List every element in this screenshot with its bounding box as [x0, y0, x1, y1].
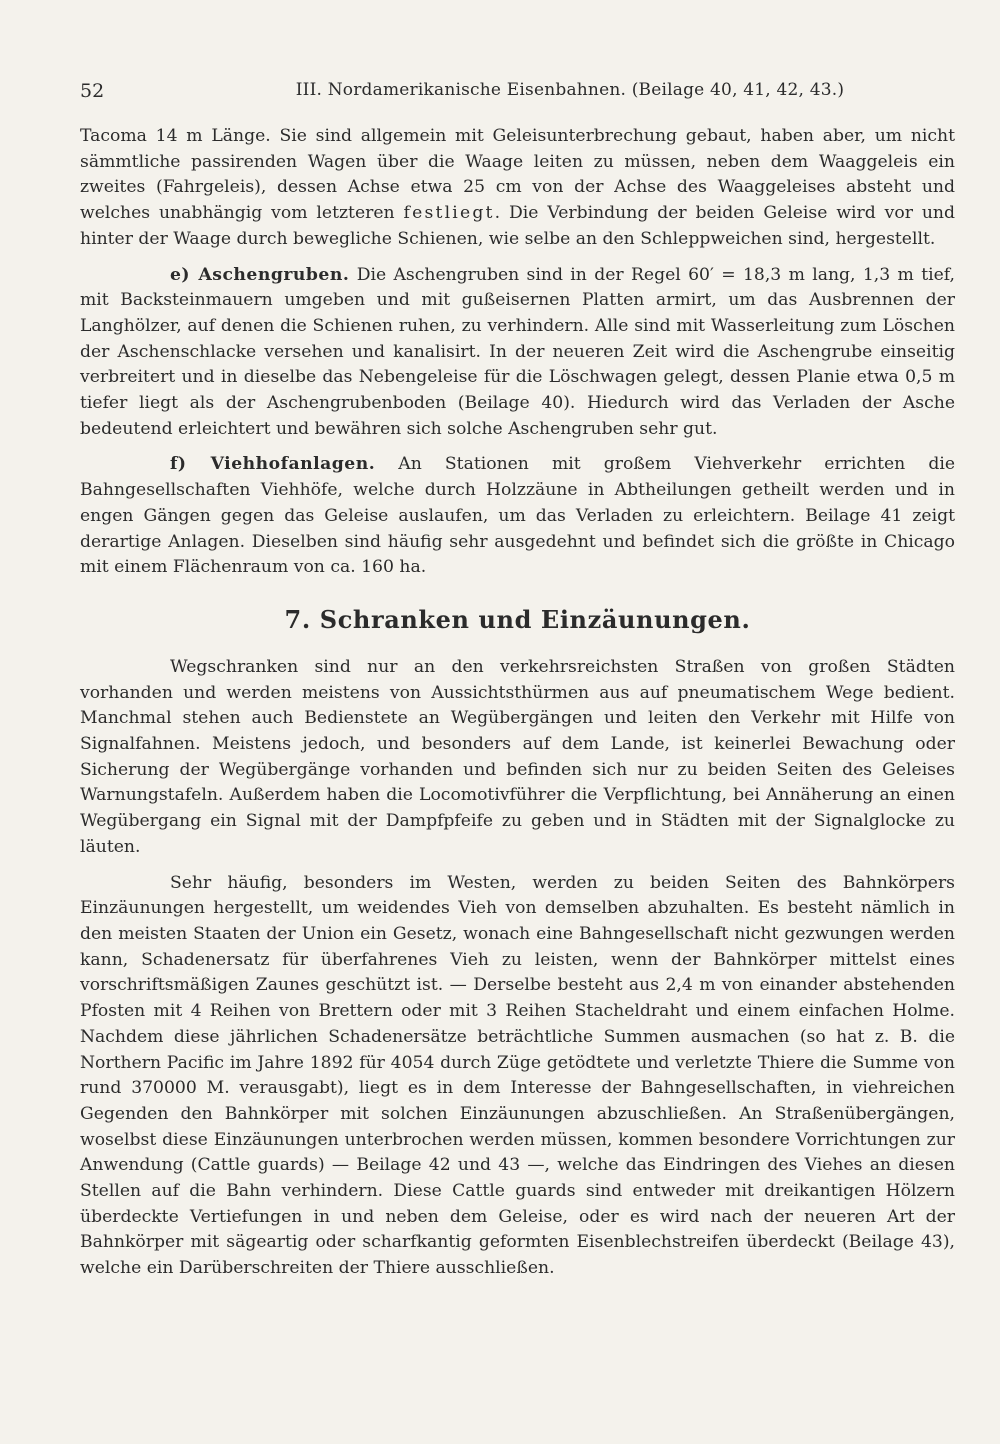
item-heading-aschengruben: e) Aschengruben. [170, 264, 350, 285]
item-viehhofanlagen [80, 452, 955, 581]
running-head: III. Nordamerikanische Eisenbahnen. (Beilage 40, 41, 42, 43.) [295, 80, 845, 100]
continuation-paragraph [80, 124, 955, 253]
section-paragraph-2: Sehr häufig, besonders im Westen, werden zu beiden Seiten des Bahnkörpers Einzäunungen hergestellt, um weidendes Vieh von demselben abzuhalten. Es besteht nämlich in den meisten Staaten der Union ein Gesetz, wonach eine Bahngesellschaft nicht gezwungen werden kann, Schadenersatz für überfahrenes Vieh zu leisten, wenn der Bahnkörper mittelst eines vorschriftsmäßigen Zaunes geschützt ist. — Derselbe besteht aus 2,4 m von einander abstehenden Pfosten mit 4 Reihen von Brettern oder mit 3 Reihen Stacheldraht und einem einfachen Holme. Nachdem diese jährlichen Schadenersätze beträchtliche Summen ausmachen (so hat z. B. die Northern Pacific im Jahre 1892 für 4054 durch Züge getödtete und verletzte Thiere die Summe von rund 370000 M. verausgabt), liegt es in dem Interesse der Bahngesellschaften, in viehreichen Gegenden den Bahnkörper mit solchen Einzäunungen abzuschließen. An Straßenübergängen, woselbst diese Einzäunungen unterbrochen werden müssen, kommen besondere Vorrichtungen zur Anwendung (Cattle guards) — Beilage 42 und 43 —, welche das Eindringen des Viehes an diesen Stellen auf die Bahn verhindern. Diese Cattle guards sind entweder mit dreikantigen Hölzern überdeckte Vertiefungen in und neben dem Geleise, oder es wird nach der neueren Art der Bahnkörper mit sägeartig oder scharfkantig geformten Eisenblechstreifen überdeckt (Beilage 43), welche ein Darüberschreiten der Thiere ausschließen. [80, 872, 955, 1279]
section-heading: 7. Schranken und Einzäunungen. [284, 604, 751, 634]
continuation-text-end: . Die Verbindung der beiden Geleise wird vor und hinter der Waage durch bewegliche Schienen, wie selbe an den Schleppweichen sind, hergestellt. [80, 203, 955, 249]
section-paragraph-1: Wegschranken sind nur an den verkehrsreichsten Straßen von großen Städten vorhanden und werden meistens von Aussichtsthürmen aus auf pneumatischem Wege bedient. Manchmal stehen auch Bedienstete an Wegübergängen und leiten den Verkehr mit Hilfe von Signalfahnen. Meistens jedoch, und besonders auf dem Lande, ist keinerlei Bewachung oder Sicherung der Wegübergänge vorhanden und befinden sich nur zu beiden Seiten des Geleises Warnungstafeln. Außerdem haben die Locomotivführer die Verpflichtung, bei Annäherung an einen Wegübergang ein Signal mit der Dampfpfeife zu geben und in Städten mit der Signalglocke zu läuten. [80, 656, 955, 857]
item-text-aschengruben: Die Aschengruben sind in der Regel 60′ = 18,3 m lang, 1,3 m tief, mit Backsteinmauern umgeben und mit gußeisernen Platten armirt, um das Ausbrennen der Langhölzer, auf denen die Schienen ruhen, zu verhindern. Alle sind mit Wasserleitung zum Löschen der Aschenschlacke versehen und kanalisirt. In der neueren Zeit wird die Aschengrube einseitig verbreitert und in dieselbe das Nebengeleise für die Löschwagen gelegt, dessen Planie etwa 0,5 m tiefer liegt als der Aschengrubenboden (Beilage 40). Hiedurch wird das Verladen der Asche bedeutend erleichtert und bewähren sich solche Aschengruben sehr gut. [80, 264, 955, 439]
page-header [80, 80, 955, 106]
item-aschengruben [80, 263, 955, 443]
item-text-viehhofanlagen: An Stationen mit großem Viehverkehr errichten die Bahngesellschaften Viehhöfe, welche durch Holzzäune in Abtheilungen getheilt werden und in engen Gängen gegen das Geleise auslaufen, um das Verladen zu erleichtern. Beilage 41 zeigt derartige Anlagen. Dieselben sind häufig sehr ausgedehnt und befindet sich die größte in Chicago mit einem Flächenraum von ca. 160 ha. [80, 454, 955, 578]
page-number: 52 [80, 80, 105, 102]
item-heading-viehhofanlagen: f) Viehhofanlagen. [170, 454, 376, 475]
continuation-text: Tacoma 14 m Länge. Sie sind allgemein mit Geleisunterbrechung gebaut, haben aber, um nicht sämmtliche passirenden Wagen über die Waage leiten zu müssen, neben dem Waaggeleis ein zweites (Fahrgeleis), dessen Achse etwa 25 cm von der Achse des Waaggeleises absteht und welches unabhängig vom letzteren [80, 126, 955, 224]
page-body [80, 124, 955, 1292]
emphasized-word: festliegt [403, 203, 495, 224]
